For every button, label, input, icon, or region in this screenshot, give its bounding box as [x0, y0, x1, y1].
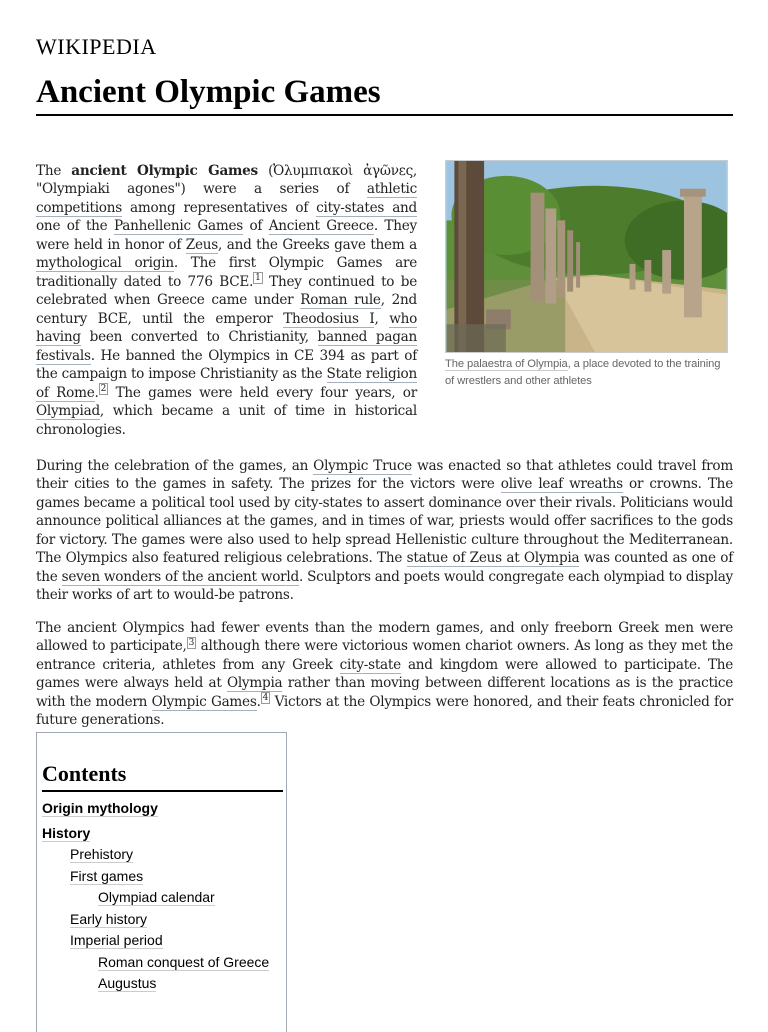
toc-item-label[interactable]: Origin mythology: [42, 800, 158, 816]
reference-1[interactable]: [253, 272, 262, 284]
toc-item-label[interactable]: Early history: [70, 910, 148, 927]
link-zeus[interactable]: Zeus: [185, 236, 218, 253]
text-run: been converted to Christianity,: [80, 329, 318, 346]
text-run: among representatives of: [121, 199, 317, 216]
text-run: ,: [374, 310, 390, 327]
toc-item-first-games[interactable]: [42, 866, 281, 888]
reference-2[interactable]: [99, 383, 108, 395]
text-run: was counted as one of the: [36, 550, 734, 585]
toc-item-roman-conquest[interactable]: [42, 952, 281, 974]
toc-item-history[interactable]: [42, 823, 281, 845]
link-panhellenic-games[interactable]: Panhellenic Games: [113, 218, 243, 235]
text-run: .: [256, 693, 261, 710]
intro-paragraph: [36, 162, 417, 440]
reference-link[interactable]: 2: [100, 384, 107, 395]
text-run: .: [94, 384, 99, 401]
link-ancient-greece[interactable]: Ancient Greece: [268, 218, 374, 235]
reference-3[interactable]: [187, 637, 196, 649]
text-run: was enacted so that athletes could travel from their cities to the games in safety. The prizes for the victors were: [36, 457, 733, 493]
toc-item-label[interactable]: First games: [70, 867, 144, 884]
link-athletic-competitions[interactable]: athletic competitions: [36, 181, 417, 216]
text-run: Victors at the Olympics were honored, and their feats chronicled for future generations.: [36, 693, 733, 729]
link-olympic-truce[interactable]: Olympic Truce: [313, 457, 412, 474]
link-seven-wonders[interactable]: seven wonders of the ancient world: [61, 568, 299, 585]
toc-item-label[interactable]: History: [42, 824, 91, 841]
figure-caption: [445, 356, 728, 390]
reference-link[interactable]: 4: [262, 693, 269, 704]
toc-item-label[interactable]: Prehistory: [70, 846, 134, 862]
link-palaestra-of-olympia[interactable]: The palaestra of Olympia: [445, 358, 568, 370]
toc-list: [42, 798, 281, 995]
text-run: The ancient Olympics had fewer events than the modern games, and only freeborn Greek men were allowed to participate,: [36, 619, 733, 655]
text-run: During the celebration of the games, an: [36, 457, 314, 474]
caption-text: , a place devoted to the training of wrestlers and other athletes: [445, 358, 721, 387]
link-olive-leaf-wreaths[interactable]: olive leaf wreaths: [500, 476, 623, 493]
paragraph-2: [36, 457, 733, 605]
reference-link[interactable]: 3: [188, 637, 195, 648]
toc-item-label[interactable]: Imperial period: [70, 932, 163, 948]
text-run: , 2nd century BCE, until the emperor: [36, 292, 417, 327]
link-roman-rule[interactable]: Roman rule: [300, 292, 381, 309]
title-divider: [36, 114, 733, 116]
text-run: rather than moving between different locations as is the practice with the modern: [36, 675, 733, 710]
link-city-state[interactable]: city-state: [339, 656, 401, 673]
toc-item-label[interactable]: Roman conquest of Greece: [98, 953, 270, 970]
text-run: The: [36, 162, 72, 179]
toc-title: Contents: [42, 761, 283, 792]
page-title: Ancient Olympic Games: [36, 74, 381, 110]
toc-item-imperial-period[interactable]: [42, 930, 281, 952]
paragraph-3: [36, 619, 733, 730]
link-banned-pagan-festivals[interactable]: banned pagan festivals: [36, 329, 417, 364]
text-run: , which became a unit of time in historical chronologies.: [36, 403, 417, 438]
wikipedia-wordmark[interactable]: WIKIPEDIA: [36, 34, 157, 59]
toc-item-label[interactable]: Augustus: [98, 975, 157, 991]
text-run: . He banned the Olympics in CE 394 as part of the campaign to impose Christianity as the: [36, 347, 417, 383]
text-run: They continued to be celebrated when Greece came under: [36, 273, 418, 309]
reference-link[interactable]: 1: [255, 273, 261, 284]
link-olympic-games[interactable]: Olympic Games: [151, 693, 257, 710]
text-run: or crowns. The games became a political tool used by city-states to assert dominance over their rivals. Politicians would announce political alliances at the games, and in times of war, priests would offer sacrifices to the gods for victory. The games were also used to help spread Hellenistic culture throughout the Mediterranean. The Olympics also featured religious celebrations. The: [36, 476, 733, 567]
text-run: The games were held every four years, or: [108, 384, 417, 401]
palaestra-photo[interactable]: [445, 160, 728, 353]
text-run: , and the Greeks gave them a: [218, 236, 417, 253]
link-who-having[interactable]: who having: [36, 310, 418, 346]
text-run: although there were victorious women chariot owners. As long as they met the entrance criteria, athletes from any Greek: [36, 638, 734, 673]
text-run: . Sculptors and poets would congregate each olympiad to display their works of art to would-be patrons.: [36, 568, 733, 604]
link-mythological-origin[interactable]: mythological origin: [36, 255, 174, 272]
link-statue-of-zeus[interactable]: statue of Zeus at Olympia: [406, 550, 580, 567]
text-run: and kingdom were allowed to participate. The games were always held at: [36, 656, 733, 692]
link-theodosius[interactable]: Theodosius I: [283, 310, 375, 327]
text-run: . The first Olympic Games are traditionally dated to 776 BCE.: [36, 255, 417, 290]
figure-thumbnail: [445, 160, 728, 390]
text-run: (Ὀλυμπιακοὶ ἀγῶνες, "Olympiaki agones") were a series of: [36, 162, 418, 198]
toc-item-origin-mythology[interactable]: [42, 798, 281, 820]
table-of-contents: [36, 732, 287, 1032]
toc-item-early-history[interactable]: [42, 909, 281, 931]
toc-item-augustus[interactable]: [42, 973, 281, 995]
text-run: of: [242, 218, 269, 235]
link-olympiad[interactable]: Olympiad: [36, 403, 100, 420]
link-olympia[interactable]: Olympia: [226, 675, 283, 692]
reference-4[interactable]: [261, 692, 270, 704]
toc-item-label[interactable]: Olympiad calendar: [98, 889, 215, 905]
toc-item-prehistory[interactable]: [42, 844, 281, 866]
text-run: one of the: [36, 218, 114, 235]
toc-item-olympiad-calendar[interactable]: [42, 887, 281, 909]
link-city-states[interactable]: city-states and: [316, 199, 418, 216]
bold-term: ancient Olympic Games: [71, 162, 258, 179]
text-run: . They were held in honor of: [36, 218, 417, 253]
link-state-religion[interactable]: State religion of Rome: [36, 366, 417, 401]
